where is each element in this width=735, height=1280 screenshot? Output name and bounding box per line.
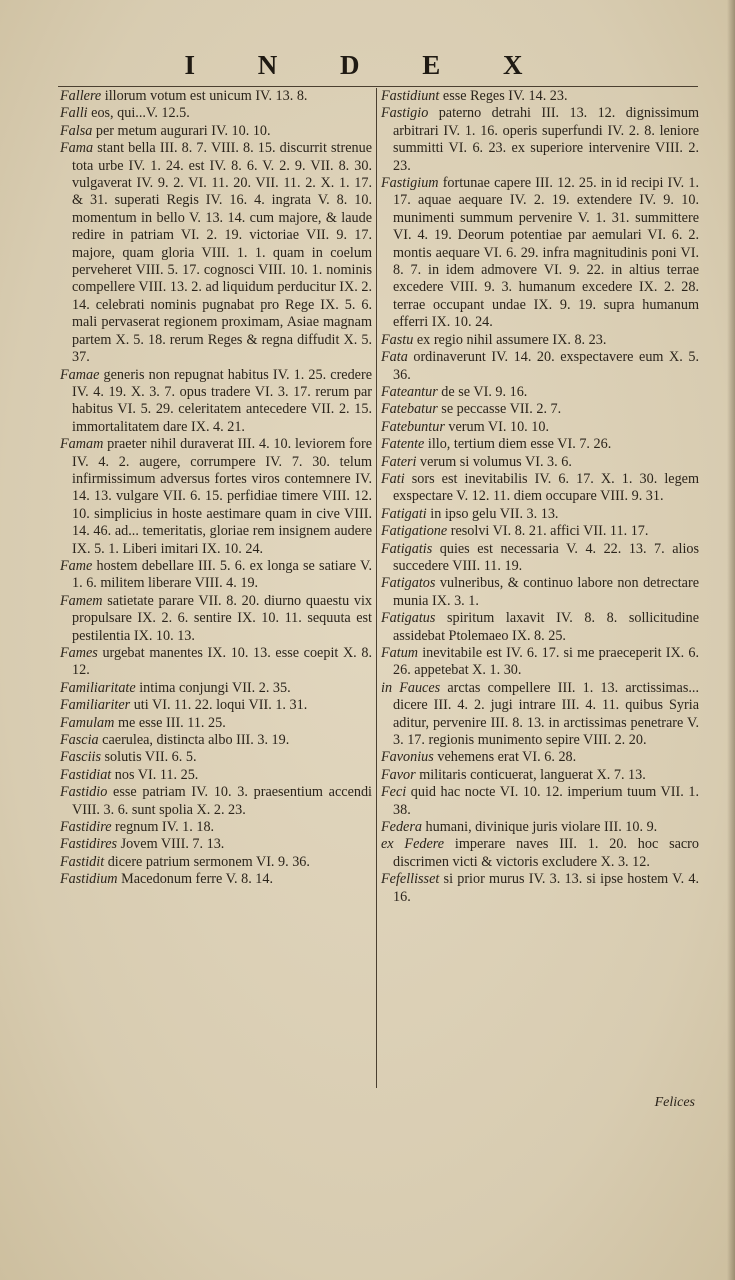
entry-references: imperare naves III. 1. 20. hoc sacro discrimen victi & victoris excludere X. 3. 12.: [393, 836, 700, 870]
entry-headword: Fateri: [381, 453, 417, 470]
entry-references: vulneribus, & continuo labore non detrectare munia IX. 3. 1.: [393, 575, 699, 609]
index-entry: [381, 506, 699, 523]
entry-headword: Fasciis: [60, 749, 101, 766]
index-entry: [60, 140, 372, 366]
entry-headword: Fatigatis: [381, 540, 433, 557]
index-entry: [381, 871, 699, 906]
entry-references: arctas compellere III. 1. 13. arctissimas... dicere III. 4. 2. jugi intrare III. 4. 11. quibus Syria aditur, pervenire III. 8. 13. in arctissimas penetrare V. 3. 17. regionis munimento sepire VIII. 2. 20.: [393, 679, 700, 749]
entry-headword: Fati: [381, 470, 405, 487]
entry-references: resolvi VI. 8. 21. affici VII. 11. 17.: [450, 523, 649, 540]
entry-headword: Federa: [381, 819, 422, 836]
entry-headword: Fatebuntur: [381, 418, 445, 435]
entry-references: hostem debellare III. 5. 6. ex longa se satiare V. 1. 6. militem liberare VIII. 4. 19.: [72, 557, 372, 592]
entry-headword: Famam: [60, 436, 104, 453]
entry-headword: Fefellisset: [381, 871, 440, 888]
entry-references: dicere patrium sermonem VI. 9. 36.: [107, 853, 310, 870]
index-entry: [381, 541, 699, 576]
entry-headword: Fastigium: [381, 175, 439, 192]
entry-references: de se VI. 9. 16.: [441, 383, 528, 400]
index-entry: [381, 419, 699, 436]
entry-headword: Fatebatur: [381, 401, 438, 418]
index-entry: [60, 749, 372, 766]
entry-headword: Falli: [60, 105, 88, 122]
entry-references: solutis VII. 6. 5.: [104, 749, 197, 766]
entry-references: esse Reges IV. 14. 23.: [442, 88, 568, 104]
entry-headword: Fastidiat: [60, 766, 112, 783]
index-entry: [381, 471, 699, 506]
index-entry: [60, 367, 372, 437]
column-divider: [376, 88, 377, 1088]
entry-references: quies est necessaria V. 4. 22. 13. 7. alios succedere VIII. 11. 19.: [393, 540, 699, 574]
entry-references: me esse III. 11. 25.: [117, 714, 226, 731]
index-entry: [60, 767, 372, 784]
entry-references: sors est inevitabilis IV. 6. 17. X. 1. 30. legem exspectare V. 12. 11. diem occupare VIII. 9. 31.: [393, 470, 699, 505]
index-entry: [60, 697, 372, 714]
index-entry: [60, 645, 372, 680]
entry-references: in ipso gelu VII. 3. 13.: [430, 505, 559, 522]
entry-headword: Fames: [60, 645, 98, 661]
entry-headword: Familiaritate: [60, 679, 136, 696]
entry-headword: Famem: [60, 592, 103, 609]
index-entry: [381, 401, 699, 418]
entry-references: paterno detrahi III. 13. 12. dignissimum arbitrari IV. 1. 16. operis superfundi IV. 2. 8. leniore summitti VI. 6. 23. ex superiore intervenire VIII. 2. 23.: [393, 105, 700, 174]
index-entry: [60, 436, 372, 558]
index-entry: [60, 715, 372, 732]
index-entry: [381, 836, 699, 871]
index-entry: [381, 454, 699, 471]
index-entry: [381, 88, 699, 105]
entry-references: regnum IV. 1. 18.: [115, 819, 215, 836]
index-entry: [381, 680, 699, 750]
index-column-left: [60, 88, 376, 1085]
index-entry: [60, 123, 372, 140]
entry-headword: Feci: [381, 784, 407, 801]
index-entry: [60, 105, 372, 122]
entry-headword: Fama: [60, 140, 94, 157]
index-entry: [60, 819, 372, 836]
entry-headword: Familiariter: [60, 697, 131, 714]
entry-headword: Famae: [60, 366, 100, 383]
entry-headword: Fatigatos: [381, 575, 436, 592]
entry-references: quid hac nocte VI. 10. 12. imperium tuum VII. 1. 38.: [393, 784, 699, 818]
index-entry: [381, 105, 699, 175]
entry-headword: Fastidiunt: [381, 88, 440, 104]
entry-headword: Fatigatus: [381, 610, 436, 627]
index-entry: [381, 332, 699, 349]
entry-headword: Famulam: [60, 714, 115, 731]
entry-headword: Favonius: [381, 749, 434, 766]
entry-references: Jovem VIII. 7. 13.: [120, 836, 225, 853]
entry-headword: Fatigatione: [381, 523, 448, 540]
entry-references: se peccasse VII. 2. 7.: [441, 401, 562, 418]
entry-references: illorum votum est unicum IV. 13. 8.: [104, 88, 308, 104]
index-entry: [60, 784, 372, 819]
page-header: I N D E X: [184, 50, 551, 80]
entry-references: generis non repugnat habitus IV. 1. 25. credere IV. 4. 19. X. 3. 7. opus tradere VI. 3. 17. rerum par habitus VI. 5. 29. celeritatem antecedere VII. 2. 15. immortalitatem dare IX. 4. 21.: [72, 366, 372, 435]
entry-references: vehemens erat VI. 6. 28.: [437, 749, 577, 766]
index-entry: [60, 558, 372, 593]
entry-references: fortunae capere III. 12. 25. in id recipi IV. 1. 17. aquae aequare IV. 2. 19. extendere IV. 9. 10. munimenti summum pervenire V. 1. 31. summittere VI. 4. 19. Deorum potentiae par aemulari VI. 6. 2. montis aequare VI. 6. 29. infra magnitudinis poni VI. 8. 7. in idem admovere VI. 9. 22. in altius terrae excedere VIII. 9. 3. humanum excedere IX. 2. 28. terrae occupant undae IX. 9. 19. supra humanum efferri IX. 10. 24.: [393, 175, 699, 331]
entry-headword: Fastidires: [60, 836, 118, 853]
entry-references: inevitabile est IV. 6. 17. si me praeceperit IX. 6. 26. appetebat X. 1. 30.: [393, 645, 700, 679]
entry-references: verum VI. 10. 10.: [448, 418, 550, 435]
index-entry: [381, 767, 699, 784]
index-entry: [381, 749, 699, 766]
entry-references: nos VI. 11. 25.: [114, 766, 199, 783]
entry-headword: Fateantur: [381, 383, 438, 400]
entry-headword: Fame: [60, 557, 93, 574]
index-entry: [60, 836, 372, 853]
entry-references: verum si volumus VI. 3. 6.: [420, 453, 572, 470]
entry-references: stant bella III. 8. 7. VIII. 8. 15. discurrit strenue tota urbe IV. 1. 24. est IV. 8. 6. V. 2. 9. VII. 8. 30. vulgaverat IV. 9. 2. VI. 11. 20. VII. 11. 2. X. 1. 17. & 31. superati Regis IV. 16. 4. ingrata V. 8. 10. momentum in bello V. 13. 14. cum majore, & laude redire in patriam VI. 2. 19. victoriae VII. 9. 17. majore, quam gloria VIII. 1. 1. quam in coelum perveheret VIII. 5. 17. cognosci VIII. 10. 1. nominis compellere VIII. 13. 2. ad liquidum perducitur IX. 2. 14. celebrati nominis pugnabat pro Rege IX. 5. 6. mali pervaserat regionem proximam, Asiae magnam partem X. 5. 18. rerum Reges & regna diffudit X. 5. 37.: [72, 140, 373, 366]
entry-headword: Fallere: [60, 88, 102, 104]
index-entry: [381, 523, 699, 540]
entry-references: spiritum laxavit IV. 8. 8. sollicitudine assidebat Ptolemaeo IX. 8. 25.: [393, 610, 700, 644]
entry-headword: Fastidium: [60, 871, 118, 888]
index-entry: [381, 819, 699, 836]
index-entry: [381, 784, 699, 819]
catchword: Felices: [654, 1095, 695, 1110]
entry-references: illo, tertium diem esse VI. 7. 26.: [427, 436, 612, 453]
entry-headword: Fastidio: [60, 784, 108, 801]
entry-references: urgebat manentes IX. 10. 13. esse coepit X. 8. 12.: [72, 645, 372, 679]
index-entry: [60, 88, 372, 105]
entry-headword: Favor: [381, 766, 416, 783]
entry-references: intima conjungi VII. 2. 35.: [139, 679, 291, 696]
entry-references: Macedonum ferre V. 8. 14.: [121, 871, 274, 888]
entry-headword: in Fauces: [381, 679, 441, 696]
entry-references: caerulea, distincta albo III. 3. 19.: [102, 732, 290, 749]
index-entry: [60, 854, 372, 871]
entry-references: satietate parare VII. 8. 20. diurno quaestu vix propulsare IX. 2. 6. sentire IX. 10. 11. sequuta est pestilentia IX. 10. 13.: [72, 592, 373, 644]
entry-references: humani, divinique juris violare III. 10. 9.: [425, 819, 658, 836]
entry-headword: Fatum: [381, 645, 419, 661]
entry-headword: Fatente: [381, 436, 425, 453]
entry-headword: Fastidit: [60, 853, 105, 870]
index-entry: [381, 349, 699, 384]
index-entry: [60, 871, 372, 888]
index-entry: [381, 610, 699, 645]
index-entry: [381, 645, 699, 680]
index-entry: [60, 732, 372, 749]
index-column-right: [381, 88, 699, 1085]
entry-references: praeter nihil duraverat III. 4. 10. leviorem fore IV. 4. 2. augere, corrumpere IV. 7. 30. telum infirmissimum adversus fortes viros contemnere IV. 14. 13. vulgare VII. 6. 15. perfidiae timere VIII. 12. 10. simplicius in hoste aestimare quam in cive VIII. 14. 46. ad... temeritatis, gloriae rem insignem audere IX. 5. 1. Liberi imitari IX. 10. 24.: [72, 436, 372, 557]
entry-headword: Fatigati: [381, 505, 427, 522]
entry-references: eos, qui...V. 12.5.: [91, 105, 190, 122]
entry-headword: Fata: [381, 349, 408, 366]
index-entry: [381, 384, 699, 401]
index-entry: [381, 175, 699, 332]
entry-headword: Fastu: [381, 331, 414, 348]
index-entry: [381, 436, 699, 453]
entry-headword: ex Federe: [381, 836, 445, 853]
entry-references: esse patriam IV. 10. 3. praesentium accendi VIII. 3. 6. sunt spolia X. 2. 23.: [72, 784, 372, 818]
index-entry: [60, 593, 372, 645]
entry-headword: Fastigio: [381, 105, 429, 122]
header-rule: [58, 86, 698, 87]
entry-headword: Fascia: [60, 732, 99, 749]
entry-references: ordinaverunt IV. 14. 20. exspectavere eum X. 5. 36.: [393, 349, 699, 383]
entry-references: si prior murus IV. 3. 13. si ipse hostem V. 4. 16.: [393, 871, 700, 905]
index-entry: [60, 680, 372, 697]
entry-headword: Fastidire: [60, 819, 112, 836]
index-entry: [381, 575, 699, 610]
entry-references: uti VI. 11. 22. loqui VII. 1. 31.: [133, 697, 308, 714]
entry-headword: Falsa: [60, 122, 93, 139]
entry-references: ex regio nihil assumere IX. 8. 23.: [416, 331, 607, 348]
page-edge-shadow: [727, 0, 735, 1280]
entry-references: per metum augurari IV. 10. 10.: [95, 122, 271, 139]
entry-references: militaris conticuerat, languerat X. 7. 13.: [419, 766, 646, 783]
